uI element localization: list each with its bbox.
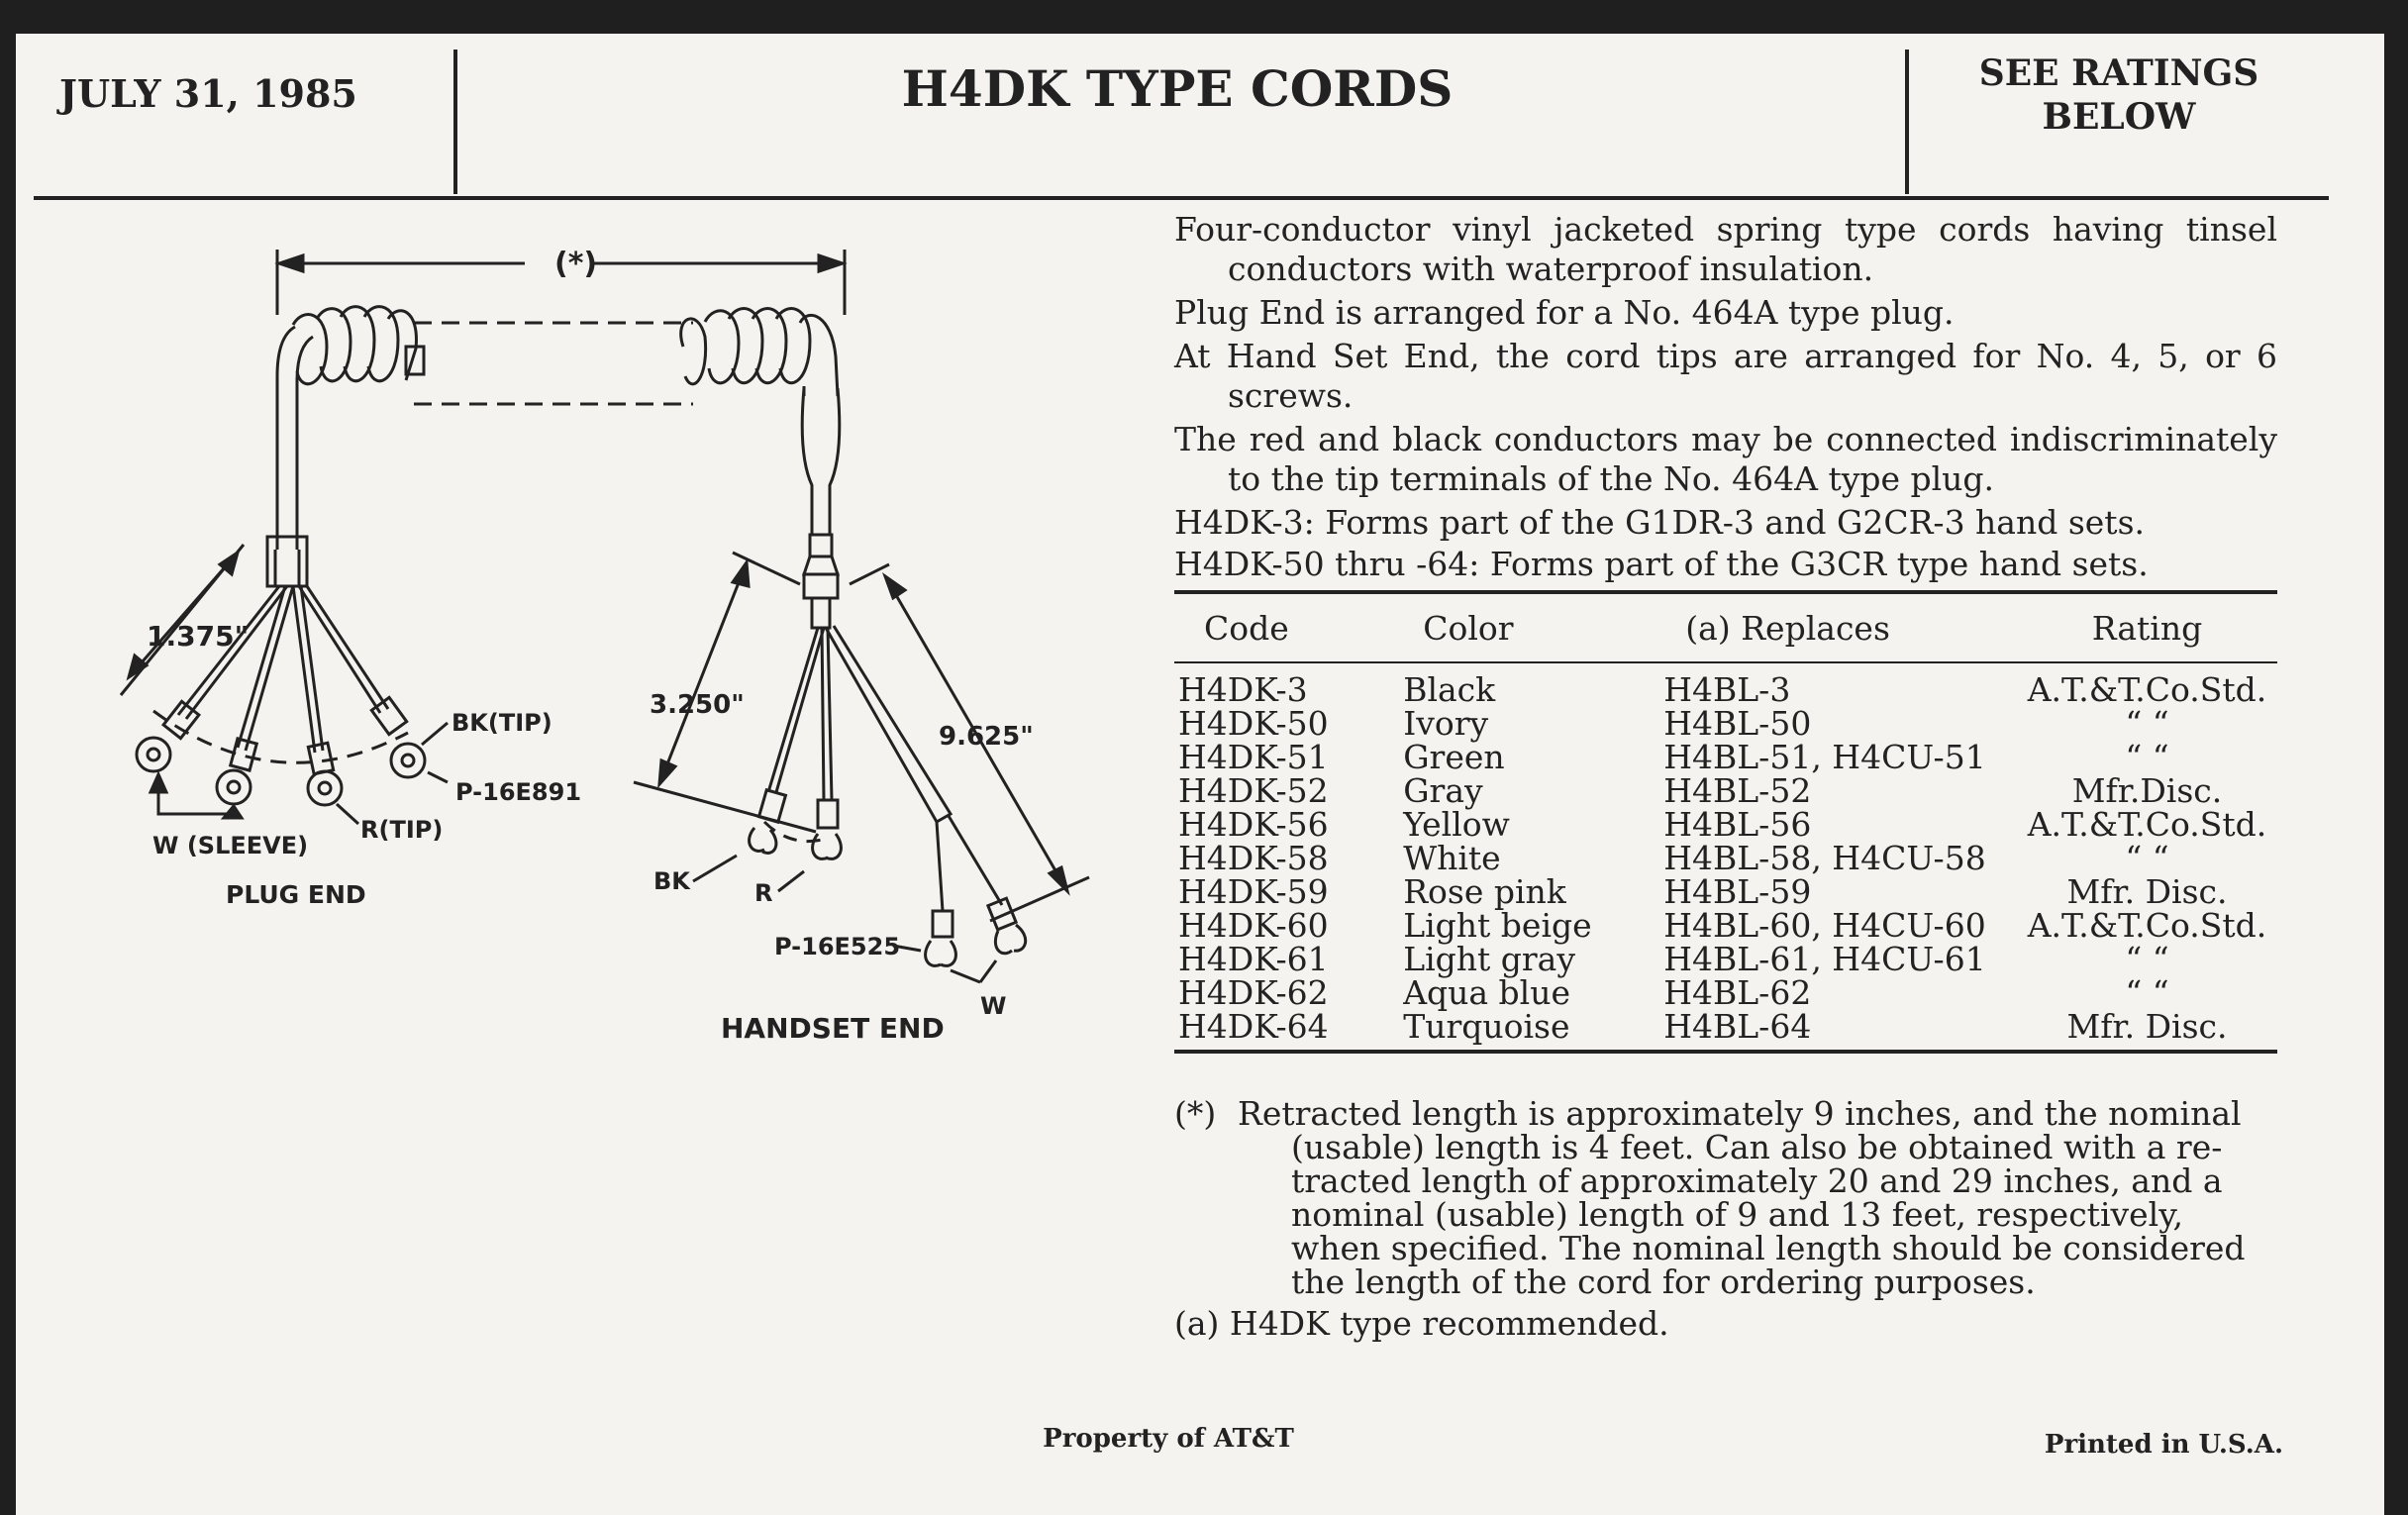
w-sleeve-label: W (SLEEVE) (152, 832, 309, 859)
cell-replaces: H4BL-60, H4CU-60 (1663, 906, 1986, 945)
description-paragraph: Plug End is arranged for a No. 464A type plug. (1174, 293, 1955, 332)
table-body (1174, 663, 2277, 1050)
w-sleeve-arrow-1 (150, 774, 166, 792)
cell-rating: A.T.&T.Co.Std. (2027, 805, 2267, 844)
note-marker: (*) (1174, 1094, 1217, 1133)
plug-dimension-label: 1.375" (147, 620, 250, 653)
cell-color: Turquoise (1403, 1007, 1570, 1046)
cell-color: Rose pink (1403, 872, 1566, 911)
table-row (1174, 839, 2277, 877)
cell-replaces: H4BL-51, H4CU-51 (1663, 738, 1986, 776)
header-rating: Rating (2091, 608, 2203, 648)
description-paragraph: At Hand Set End, the cord tips are arranged for No. 4, 5, or 6 screws. (1174, 337, 2277, 415)
header-divider-right (1905, 50, 1909, 194)
cell-replaces: H4BL-50 (1663, 704, 1812, 743)
table-row (1174, 1007, 2277, 1046)
cell-rating: A.T.&T.Co.Std. (2027, 670, 2267, 709)
table-row (1174, 973, 2277, 1012)
w-leader (951, 960, 996, 982)
r-leader (778, 871, 804, 891)
w-sleeve-arrow-2 (224, 806, 242, 818)
cell-color: Green (1403, 738, 1505, 776)
handset-dim-ext-bottom (634, 782, 816, 832)
table-row (1174, 771, 2277, 810)
printed-note: Printed in U.S.A. (2044, 1430, 2283, 1460)
cell-code: H4DK-50 (1178, 704, 1329, 743)
ratings-note (1911, 51, 2327, 139)
page-title: H4DK TYPE CORDS (901, 59, 1454, 118)
table-header (1174, 594, 2277, 661)
cell-rating: Mfr. Disc. (2066, 872, 2228, 911)
note-line: Retracted length is approximately 9 inches, and the nominal (1238, 1094, 2242, 1133)
cell-color: Ivory (1403, 704, 1489, 743)
dimension-arrow-left (279, 255, 303, 271)
cell-replaces: H4BL-52 (1663, 771, 1812, 810)
property-note: Property of AT&T (1043, 1424, 1294, 1454)
plug-bushing (267, 537, 307, 586)
plug-part-number: P-16E891 (455, 778, 582, 806)
bk-tip-leader (422, 723, 448, 745)
cell-rating: Mfr.Disc. (2071, 771, 2223, 810)
cell-code: H4DK-51 (1178, 738, 1329, 776)
handset-dim-arrow-2 (659, 760, 675, 784)
r-tip-leader (337, 804, 358, 824)
plug-end-leads (178, 586, 388, 753)
description (1174, 210, 2277, 586)
note-text (1238, 1094, 2246, 1301)
table-row (1174, 670, 2277, 709)
plug-end-label: PLUG END (226, 880, 366, 909)
note-line: the length of the cord for ordering purposes. (1291, 1262, 2036, 1301)
cord-table (1174, 590, 2277, 1054)
issue-date: JULY 31, 1985 (59, 71, 357, 116)
cell-replaces: H4BL-3 (1663, 670, 1791, 709)
ratings-line-1: SEE RATINGS (1978, 52, 2259, 94)
w-sleeve-bracket (158, 774, 234, 814)
note-line: (usable) length is 4 feet. Can also be obtained with a re- (1291, 1128, 2223, 1166)
bk-label: BK (653, 867, 690, 895)
cell-replaces: H4BL-59 (1663, 872, 1812, 911)
handset-dimension-1: 3.250" (650, 690, 745, 720)
table-row (1174, 805, 2277, 844)
handset-part-number: P-16E525 (774, 933, 901, 960)
cord-diagram (0, 0, 1168, 1089)
cell-color: Aqua blue (1403, 973, 1571, 1012)
plug-terminal-arc (153, 711, 408, 762)
cell-color: Black (1403, 670, 1496, 709)
application-line: H4DK-50 thru -64: Forms part of the G3CR type hand sets. (1174, 545, 2149, 583)
recommended-note: (a) H4DK type recommended. (1174, 1304, 1669, 1343)
cell-code: H4DK-59 (1178, 872, 1329, 911)
cell-code: H4DK-3 (1178, 670, 1308, 709)
bk-leader (693, 856, 737, 881)
table-row (1174, 940, 2277, 978)
plug-part-leader (428, 772, 448, 782)
description-paragraph: Four-conductor vinyl jacketed spring type cords having tinsel conductors with waterproof insulation. (1174, 210, 2277, 288)
note-line: when specified. The nominal length should be considered (1291, 1229, 2246, 1267)
ratings-line-2: BELOW (2042, 96, 2196, 138)
handset-end-leads (768, 626, 1002, 911)
header-replaces: (a) Replaces (1685, 608, 1890, 648)
cell-replaces: H4BL-64 (1663, 1007, 1812, 1046)
cell-code: H4DK-60 (1178, 906, 1329, 945)
cell-code: H4DK-62 (1178, 973, 1329, 1012)
cell-replaces: H4BL-62 (1663, 973, 1812, 1012)
handset-end-coil (681, 309, 840, 628)
note-line: tracted length of approximately 20 and 29 inches, and a (1291, 1162, 2223, 1200)
cell-code: H4DK-64 (1178, 1007, 1329, 1046)
w-label: W (980, 992, 1007, 1020)
cell-replaces: H4BL-56 (1663, 805, 1812, 844)
handset-dim-arrow-3 (885, 576, 905, 598)
cell-replaces: H4BL-61, H4CU-61 (1663, 940, 1986, 978)
cell-color: White (1403, 839, 1501, 877)
handset-dimension-2: 9.625" (939, 722, 1034, 752)
cell-rating: A.T.&T.Co.Std. (2027, 906, 2267, 945)
cell-color: Yellow (1403, 805, 1510, 844)
cell-rating: “ “ (2125, 704, 2169, 743)
cell-color: Light beige (1403, 906, 1592, 945)
handset-dim-arrow-1 (733, 562, 749, 586)
cell-code: H4DK-61 (1178, 940, 1329, 978)
cell-rating: “ “ (2125, 839, 2169, 877)
table-bottom-rule (1174, 1050, 2277, 1054)
notes (1174, 1094, 2277, 1351)
retracted-length-note (1174, 1094, 2277, 1301)
header-code: Code (1204, 608, 1289, 648)
table-row (1174, 738, 2277, 776)
cell-code: H4DK-56 (1178, 805, 1329, 844)
header-color: Color (1423, 608, 1514, 648)
r-label: R (754, 879, 773, 907)
application-line: H4DK-3: Forms part of the G1DR-3 and G2CR-3 hand sets. (1174, 503, 2145, 542)
handset-end-label: HANDSET END (721, 1012, 945, 1045)
cell-rating: “ “ (2125, 738, 2169, 776)
dimension-arrow-right (819, 255, 843, 271)
plug-end-coil (277, 307, 424, 550)
cell-rating: “ “ (2125, 940, 2169, 978)
handset-dim-line-1 (659, 562, 747, 784)
note-line: nominal (usable) length of 9 and 13 feet, respectively, (1291, 1195, 2183, 1234)
bk-tip-label: BK(TIP) (452, 709, 552, 737)
cell-rating: Mfr. Disc. (2066, 1007, 2228, 1046)
cell-color: Gray (1403, 771, 1483, 810)
table-row (1174, 872, 2277, 911)
table-row (1174, 906, 2277, 945)
cell-code: H4DK-52 (1178, 771, 1329, 810)
table-row (1174, 704, 2277, 743)
cell-code: H4DK-58 (1178, 839, 1329, 877)
cell-color: Light gray (1403, 940, 1576, 978)
length-marker: (*) (554, 247, 598, 281)
description-paragraph: The red and black conductors may be connected indiscriminately to the tip terminals of the No. 464A type plug. (1174, 420, 2277, 498)
cell-rating: “ “ (2125, 973, 2169, 1012)
cell-replaces: H4BL-58, H4CU-58 (1663, 839, 1986, 877)
r-tip-label: R(TIP) (360, 816, 444, 844)
